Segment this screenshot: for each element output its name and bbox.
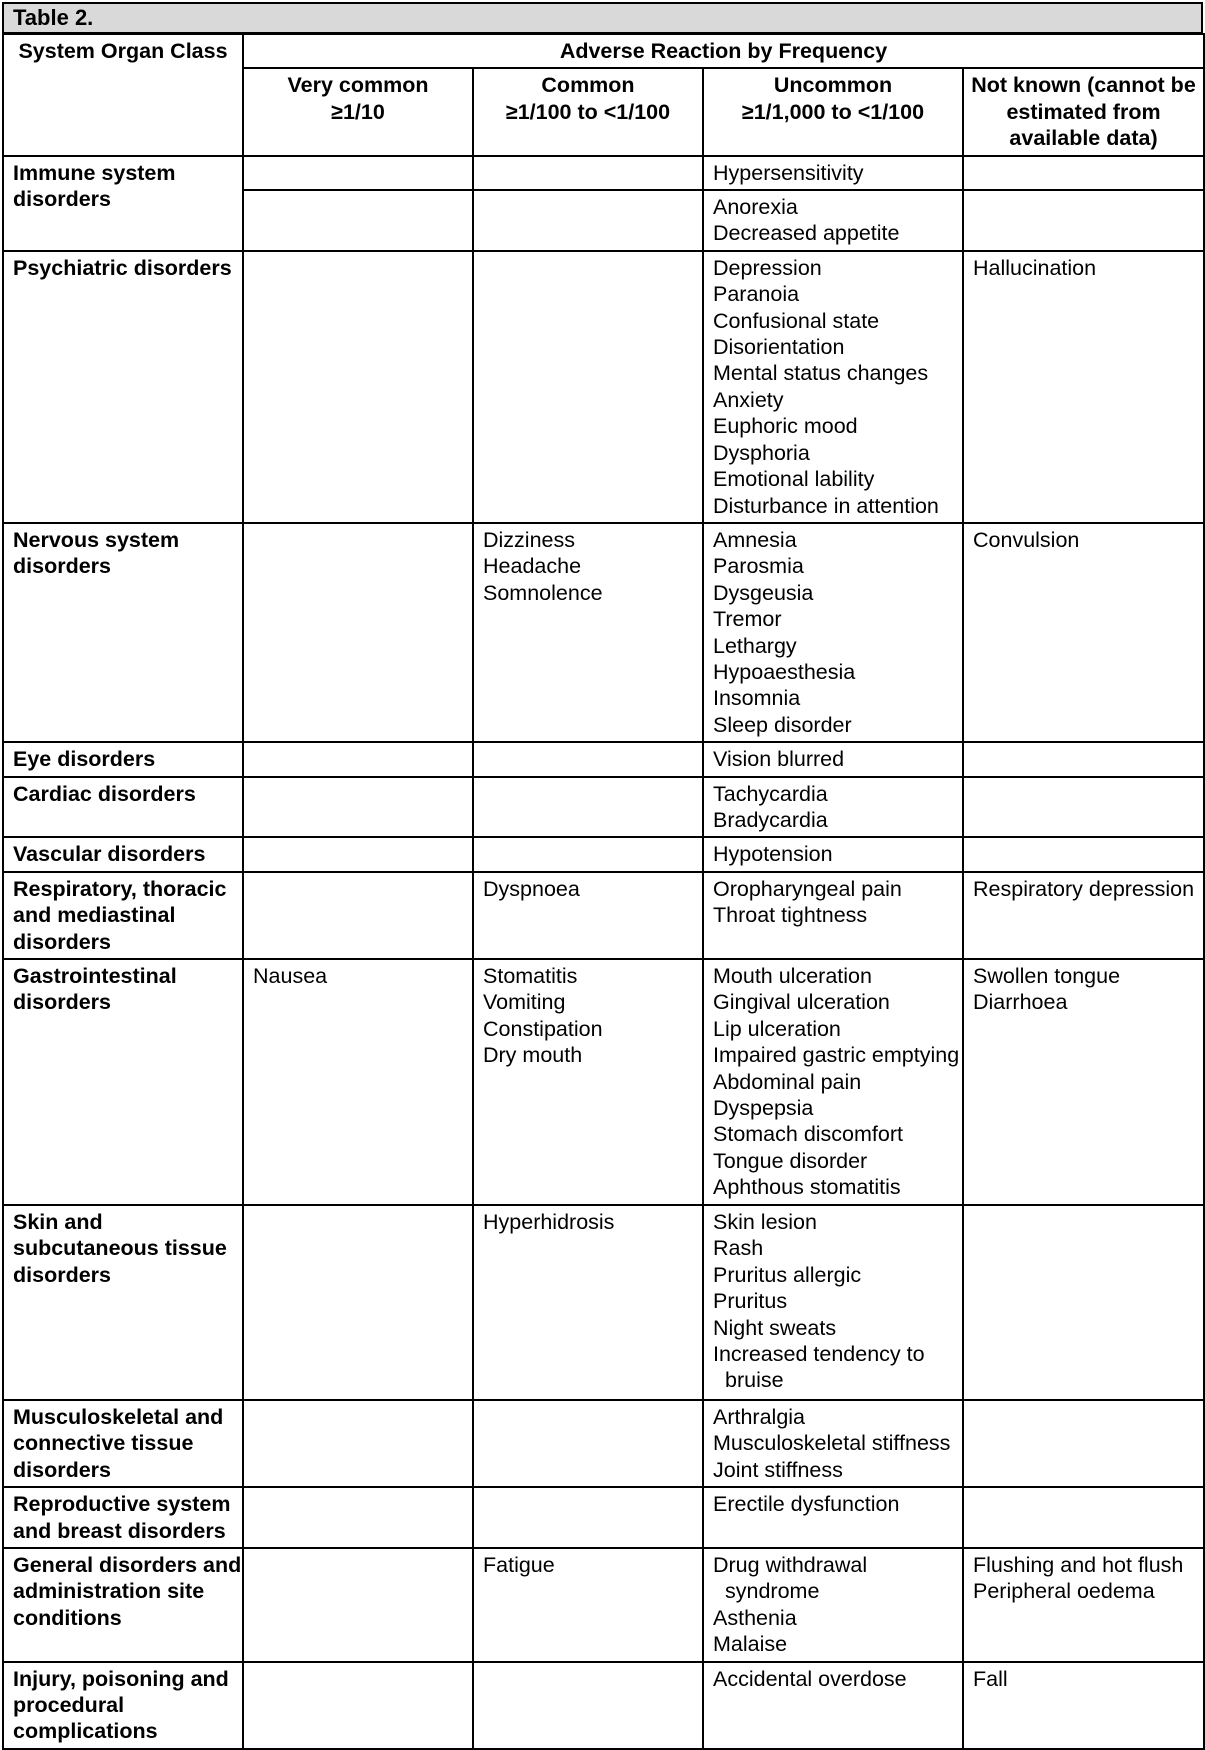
reaction-item: Constipation <box>483 1016 603 1041</box>
reaction-item: Asthenia <box>713 1605 797 1630</box>
reaction-item: Dysgeusia <box>713 580 814 605</box>
common-cell <box>473 156 703 190</box>
reaction-item: Hypotension <box>713 842 833 867</box>
very-common-cell <box>243 742 473 776</box>
reaction-item: Tremor <box>713 607 782 632</box>
reaction-item: Lip ulceration <box>713 1016 841 1041</box>
reaction-item: Abdominal pain <box>713 1069 862 1094</box>
header-not-known-label: Not known (cannot be estimated from available data) <box>971 73 1196 151</box>
common-cell <box>473 190 703 251</box>
reaction-item: Vomiting <box>483 990 566 1015</box>
table-caption: Table 2. <box>2 2 1203 34</box>
header-adverse-reaction-by-frequency: Adverse Reaction by Frequency <box>243 34 1204 68</box>
reaction-item: Dry mouth <box>483 1043 583 1068</box>
reaction-item: Hypersensitivity <box>713 160 864 185</box>
table-row <box>3 251 1204 523</box>
not-known-cell <box>963 1487 1204 1548</box>
system-organ-class-cell <box>3 1400 243 1487</box>
reaction-item: Throat tightness <box>713 903 868 928</box>
reaction-item: Fall <box>973 1666 1008 1691</box>
header-common-range: ≥1/100 to <1/100 <box>505 99 671 124</box>
reaction-item: Convulsion <box>973 527 1080 552</box>
not-known-cell <box>963 837 1204 871</box>
system-organ-class-cell <box>3 959 243 1205</box>
common-cell <box>473 959 703 1205</box>
system-organ-class-cell <box>3 777 243 838</box>
common-cell <box>473 1400 703 1487</box>
system-organ-class-label: Immune system disorders <box>13 160 176 212</box>
header-very-common-label: Very common <box>287 73 429 98</box>
reaction-item: Euphoric mood <box>713 414 858 439</box>
uncommon-cell <box>703 837 963 871</box>
reaction-item: Disturbance in attention <box>713 493 939 518</box>
header-uncommon-range: ≥1/1,000 to <1/100 <box>741 99 925 124</box>
system-organ-class-cell <box>3 251 243 523</box>
header-system-organ-class <box>3 34 243 156</box>
reaction-item: Rash <box>713 1236 764 1261</box>
uncommon-cell <box>703 742 963 776</box>
system-organ-class-cell <box>3 523 243 742</box>
reaction-item: Somnolence <box>483 580 603 605</box>
reaction-item: Dyspepsia <box>713 1096 814 1121</box>
reaction-item: Headache <box>483 554 582 579</box>
reaction-item: Arthralgia <box>713 1405 806 1429</box>
reaction-item: Disorientation <box>713 335 845 360</box>
reaction-item: Joint stiffness <box>713 1457 843 1482</box>
reaction-item: Paranoia <box>713 282 800 307</box>
not-known-cell <box>963 742 1204 776</box>
reaction-item: Mouth ulceration <box>713 964 872 988</box>
system-organ-class-cell <box>3 872 243 959</box>
table-row <box>3 837 1204 871</box>
system-organ-class-cell <box>3 156 243 251</box>
reaction-item: Diarrhoea <box>973 990 1068 1015</box>
reaction-item: Pruritus allergic <box>713 1262 862 1287</box>
table-row <box>3 1662 1204 1749</box>
uncommon-cell <box>703 251 963 523</box>
reaction-item: Hyperhidrosis <box>483 1210 615 1234</box>
very-common-cell <box>243 190 473 251</box>
reaction-item: Impaired gastric emptying <box>713 1043 960 1068</box>
reaction-item: Tachycardia <box>713 781 828 806</box>
uncommon-cell <box>703 1662 963 1749</box>
table-row <box>3 742 1204 776</box>
very-common-cell <box>243 872 473 959</box>
table-row <box>3 1205 1204 1400</box>
not-known-cell <box>963 872 1204 959</box>
uncommon-cell <box>703 1487 963 1548</box>
very-common-cell <box>243 959 473 1205</box>
system-organ-class-label: Vascular disorders <box>13 842 206 867</box>
reaction-item: Oropharyngeal pain <box>713 876 902 901</box>
reaction-item: Stomach discomfort <box>713 1122 903 1147</box>
table-row <box>3 777 1204 838</box>
uncommon-cell <box>703 190 963 251</box>
system-organ-class-label: Musculoskeletal and connective tissue disorders <box>13 1405 224 1482</box>
system-organ-class-cell <box>3 1487 243 1548</box>
very-common-cell <box>243 777 473 838</box>
system-organ-class-cell <box>3 742 243 776</box>
reaction-item: Peripheral oedema <box>973 1579 1155 1604</box>
reaction-item: Respiratory depression <box>973 876 1195 901</box>
header-row-group <box>3 34 1204 68</box>
table-row <box>3 1548 1204 1662</box>
reaction-item: Night sweats <box>713 1315 837 1340</box>
system-organ-class-label: Reproductive system and breast disorders <box>13 1492 231 1543</box>
reaction-item: Drug withdrawal syndrome <box>713 1553 868 1604</box>
reaction-item: Dyspnoea <box>483 876 580 901</box>
system-organ-class-label: General disorders and administration site conditions <box>13 1553 242 1630</box>
system-organ-class-label: Cardiac disorders <box>13 781 196 806</box>
reaction-item: Stomatitis <box>483 964 578 988</box>
system-organ-class-label: Nervous system disorders <box>13 527 180 579</box>
reaction-item: Accidental overdose <box>713 1666 907 1691</box>
header-not-known <box>963 68 1204 155</box>
uncommon-cell <box>703 872 963 959</box>
system-organ-class-cell <box>3 837 243 871</box>
reaction-item: Hallucination <box>973 255 1097 280</box>
not-known-cell <box>963 777 1204 838</box>
not-known-cell <box>963 190 1204 251</box>
reaction-item: Parosmia <box>713 554 804 579</box>
not-known-cell <box>963 523 1204 742</box>
header-uncommon <box>703 68 963 155</box>
common-cell <box>473 1662 703 1749</box>
reaction-item: Confusional state <box>713 308 880 333</box>
uncommon-cell <box>703 1400 963 1487</box>
header-very-common-range: ≥1/10 <box>331 99 385 124</box>
reaction-item: Tongue disorder <box>713 1148 868 1173</box>
reaction-item: Bradycardia <box>713 807 828 832</box>
system-organ-class-cell <box>3 1548 243 1662</box>
reaction-item: Skin lesion <box>713 1210 817 1234</box>
table-row <box>3 959 1204 1205</box>
not-known-cell <box>963 1205 1204 1400</box>
system-organ-class-label: Psychiatric disorders <box>13 255 232 280</box>
reaction-item: Mental status changes <box>713 361 929 386</box>
reaction-item: Anxiety <box>713 387 784 412</box>
reaction-item: Anorexia <box>713 195 798 220</box>
reaction-item: Amnesia <box>713 527 797 552</box>
header-very-common <box>243 68 473 155</box>
adverse-reactions-table <box>2 33 1205 1750</box>
not-known-cell <box>963 1400 1204 1487</box>
very-common-cell <box>243 523 473 742</box>
reaction-item: Dysphoria <box>713 440 810 465</box>
header-common-label: Common <box>541 73 635 98</box>
very-common-cell <box>243 1487 473 1548</box>
reaction-item: Flushing and hot flush <box>973 1553 1184 1578</box>
uncommon-cell <box>703 523 963 742</box>
table-row <box>3 872 1204 959</box>
reaction-item: Fatigue <box>483 1553 555 1578</box>
very-common-cell <box>243 251 473 523</box>
system-organ-class-label: Eye disorders <box>13 747 156 772</box>
very-common-cell <box>243 1548 473 1662</box>
not-known-cell <box>963 959 1204 1205</box>
very-common-cell <box>243 837 473 871</box>
reaction-item: Nausea <box>253 964 328 988</box>
system-organ-class-label: Injury, poisoning and procedural complications <box>13 1666 229 1744</box>
reaction-item: Depression <box>713 255 822 280</box>
reaction-item: Decreased appetite <box>713 221 900 246</box>
reaction-item: Malaise <box>713 1632 788 1657</box>
reaction-item: Gingival ulceration <box>713 990 890 1015</box>
table-row <box>3 156 1204 190</box>
very-common-cell <box>243 1400 473 1487</box>
table-row <box>3 1400 1204 1487</box>
reaction-item: Sleep disorder <box>713 712 852 737</box>
very-common-cell <box>243 156 473 190</box>
reaction-item: Lethargy <box>713 633 797 658</box>
reaction-item: Dizziness <box>483 527 575 552</box>
common-cell <box>473 251 703 523</box>
reaction-item: Pruritus <box>713 1289 788 1314</box>
system-organ-class-cell <box>3 1205 243 1400</box>
not-known-cell <box>963 1548 1204 1662</box>
common-cell <box>473 1487 703 1548</box>
common-cell <box>473 872 703 959</box>
not-known-cell <box>963 251 1204 523</box>
system-organ-class-label: Skin and subcutaneous tissue disorders <box>13 1210 227 1287</box>
reaction-item: Insomnia <box>713 686 801 711</box>
uncommon-cell <box>703 1205 963 1400</box>
table-body <box>3 156 1204 1749</box>
system-organ-class-label: Gastrointestinal disorders <box>13 964 177 1015</box>
table-row <box>3 1487 1204 1548</box>
common-cell <box>473 837 703 871</box>
table-row <box>3 523 1204 742</box>
reaction-item: Vision blurred <box>713 747 845 772</box>
reaction-item: Hypoaesthesia <box>713 659 856 684</box>
common-cell <box>473 1205 703 1400</box>
uncommon-cell <box>703 1548 963 1662</box>
header-common <box>473 68 703 155</box>
reaction-item: Aphthous stomatitis <box>713 1175 901 1200</box>
common-cell <box>473 1548 703 1662</box>
header-system-organ-class-label: System Organ Class <box>18 39 228 63</box>
common-cell <box>473 742 703 776</box>
header-uncommon-label: Uncommon <box>773 73 893 98</box>
uncommon-cell <box>703 156 963 190</box>
common-cell <box>473 523 703 742</box>
very-common-cell <box>243 1662 473 1749</box>
very-common-cell <box>243 1205 473 1400</box>
reaction-item: Swollen tongue <box>973 964 1121 988</box>
uncommon-cell <box>703 777 963 838</box>
not-known-cell <box>963 1662 1204 1749</box>
reaction-item: Musculoskeletal stiffness <box>713 1431 951 1456</box>
reaction-item: Emotional lability <box>713 467 875 492</box>
system-organ-class-cell <box>3 1662 243 1749</box>
uncommon-cell <box>703 959 963 1205</box>
system-organ-class-label: Respiratory, thoracic and mediastinal disorders <box>13 876 227 954</box>
reaction-item: Increased tendency to bruise <box>713 1342 925 1393</box>
not-known-cell <box>963 156 1204 190</box>
reaction-item: Erectile dysfunction <box>713 1492 900 1517</box>
common-cell <box>473 777 703 838</box>
